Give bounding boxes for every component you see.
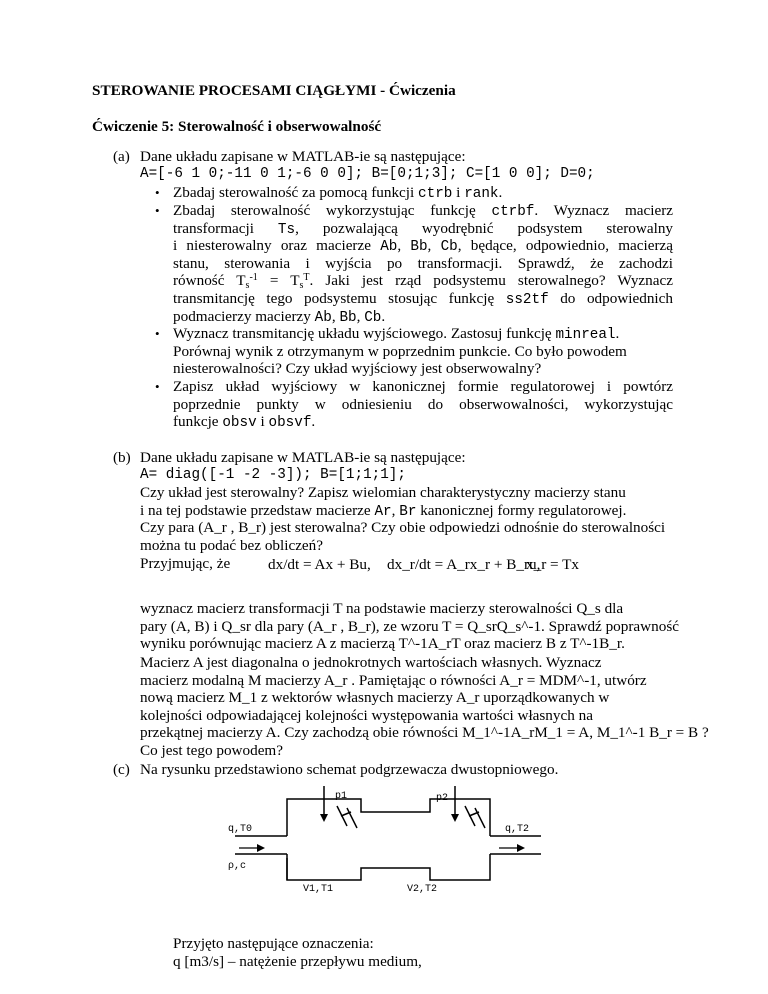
part-c-intro: Na rysunku przedstawiono schemat podgrzewacza dwustopniowego. <box>140 761 559 778</box>
exercise-title: Ćwiczenie 5: Sterowalność i obserwowalność <box>92 118 382 135</box>
bullet-icon: • <box>155 379 160 394</box>
notation-intro: Przyjęto następujące oznaczenia: <box>173 935 374 952</box>
part-a-code: A=[-6 1 0;-11 0 1;-6 0 0]; B=[0;1;3]; C=[1 0 0]; D=0; <box>140 165 595 182</box>
equation-state: dx/dt = Ax + Bu, <box>268 556 371 573</box>
part-a-bullet-3: Wyznacz transmitancję układu wyjściowego. Zastosuj funkcję minreal. Porównaj wynik z otrzymanym w poprzednim punkcie. Co było powodem niesterowalności? Czy układ wyjściowy jest obserwowalny? <box>173 325 627 378</box>
part-b-body: Dane układu zapisane w MATLAB-ie są następujące: A= diag([-1 -2 -3]); B=[1;1;1]; Czy układ jest sterowalny? Zapisz wielomian charakterystyczny macierzy stanu i na tej podstawie przedstaw macierze Ar, Br kanonicznej formy regulatorowej. Czy para (A_r , B_r) jest sterowalna? Czy obie odpowiedzi odnośnie do sterowalności można tu podać bez obliczeń? Przyjmując, że <box>140 449 673 572</box>
label-outlet: q,T2 <box>505 824 530 835</box>
arrow-down-icon <box>451 814 459 822</box>
bullet-icon: • <box>155 185 160 200</box>
part-c-marker: (c) <box>113 761 130 778</box>
part-b-paragraph-1: wyznacz macierz transformacji T na podstawie macierzy sterowalności Q_s dla pary (A, B) i Q_sr dla pary (A_r , B_r), ze wzoru T = Q_srQ_s^-1. Sprawdź poprawność wyniku porównując macierz A z macierzą T^-1A_rT oraz macierz B z T^-1B_r. <box>140 600 679 653</box>
bullet-icon: • <box>155 203 160 218</box>
part-a-marker: (a) <box>113 148 130 165</box>
bullet-icon: • <box>155 326 160 341</box>
part-b-paragraph-2: Macierz A jest diagonalna o jednokrotnych wartościach własnych. Wyznacz macierz modalną M macierzy A_r . Pamiętając o równości A_r = MDM^-1, utwórz nową macierz M_1 z wektorów własnych macierzy A_r uporządkowanych w kolejności odpowiadającej kolejności występowania wartości własnych na przekątnej macierzy A. Czy zachodzą obie równości M_1^-1A_rM_1 = A, M_1^-1 B_r = B ? Co jest tego powodem? <box>140 654 709 759</box>
label-inlet: q,T0 <box>228 824 253 835</box>
label-tank2: V2,T2 <box>407 884 438 895</box>
part-a-bullet-4: Zapisz układ wyjściowy w kanonicznej formie regulatorowej i powtórz poprzednie punkty w odniesieniu do obserwowalności, wykorzystując funkcje obsv i obsvf. <box>173 378 673 432</box>
label-medium: ρ,c <box>228 861 247 872</box>
part-a-bullet-1: Zbadaj sterowalność za pomocą funkcji ctrb i rank. <box>173 184 503 202</box>
heater-diagram <box>225 786 545 895</box>
part-b-marker: (b) <box>113 449 131 466</box>
label-p2: p2 <box>436 793 449 804</box>
equation-state-r: dx_r/dt = A_rx_r + B_ru, <box>387 556 541 573</box>
arrow-down-icon <box>320 814 328 822</box>
label-p1: p1 <box>335 791 348 802</box>
label-tank1: V1,T1 <box>303 884 334 895</box>
part-a-bullet-2: Zbadaj sterowalność wykorzystując funkcję ctrbf. Wyznacz macierz transformacji Ts, pozwalającą wyodrębnić podsystem sterowalny i niesterowalny oraz macierze Ab, Bb, Cb, będące, odpowiednio, macierzą stanu, sterowania i wyjścia po transformacji. Sprawdź, że zachodzi równość $T_s^{-1} = T_s^T$. Jaki jest rząd podsystemu sterowalnego? Wyznacz transmitancję tego podsystemu stosując funkcję ss2tf do odpowiednich podmacierzy macierzy Ab, Bb, Cb. <box>173 202 674 326</box>
equation-transform: x_r = Tx <box>526 556 580 573</box>
notation-q: q [m3/s] – natężenie przepływu medium, <box>173 953 422 970</box>
page-title: STEROWANIE PROCESAMI CIĄGŁYMI - Ćwiczenia <box>92 82 456 99</box>
part-a-intro: Dane układu zapisane w MATLAB-ie są następujące: A=[-6 1 0;-11 0 1;-6 0 0]; B=[0;1;3]; C=[1 0 0]; D=0; <box>140 148 673 183</box>
part-b-code: A= diag([-1 -2 -3]); B=[1;1;1]; <box>140 466 406 483</box>
